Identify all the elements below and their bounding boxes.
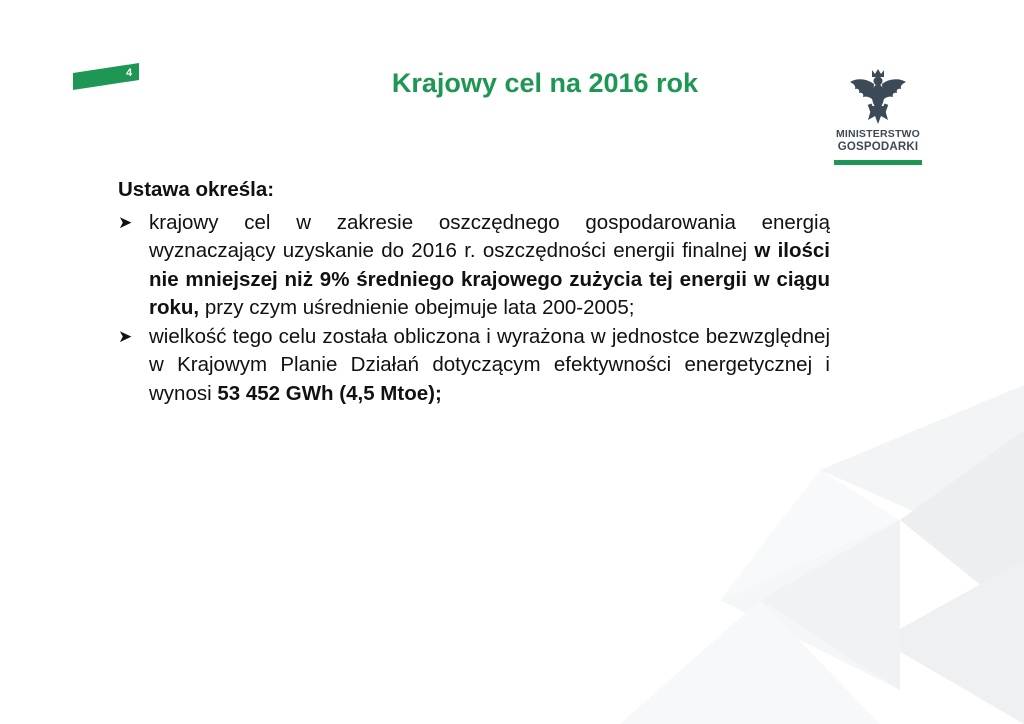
logo-green-stripe [834, 160, 922, 165]
bullet-text: krajowy cel w zakresie oszczędnego gospodarowania energią wyznaczający uzyskanie do 2016 r. oszczędności energii finalnej [149, 210, 830, 262]
bullet-bold-text: w ilości nie mniejszej niż 9% średniego krajowego zużycia tej energii w ciągu roku, [149, 239, 830, 319]
logo-text-line1: MINISTERSTWO [835, 128, 921, 140]
arrowhead-bullet-icon: ➤ [118, 326, 133, 346]
lead-heading: Ustawa określa: [118, 178, 275, 201]
bullet-bold-text: 53 452 GWh (4,5 Mtoe); [217, 381, 442, 405]
bullet-text: wielkość tego celu została obliczona i wyrażona w jednostce bezwzględnej w Krajowym Planie Działań dotyczącym efektywności energetycznej i wynosi [149, 324, 830, 405]
eagle-emblem-icon [848, 68, 908, 126]
page-title: Krajowy cel na 2016 rok [391, 68, 699, 98]
list-item [118, 209, 830, 323]
bullet-text: przy czym uśrednienie obejmuje lata 200-2005; [199, 296, 635, 319]
arrowhead-bullet-icon: ➤ [118, 212, 133, 232]
logo-text-line2: GOSPODARKI [837, 141, 919, 153]
ministry-logo [828, 68, 928, 176]
list-item [118, 323, 830, 409]
slide-body [118, 176, 830, 408]
page-number: 4 [125, 67, 133, 79]
